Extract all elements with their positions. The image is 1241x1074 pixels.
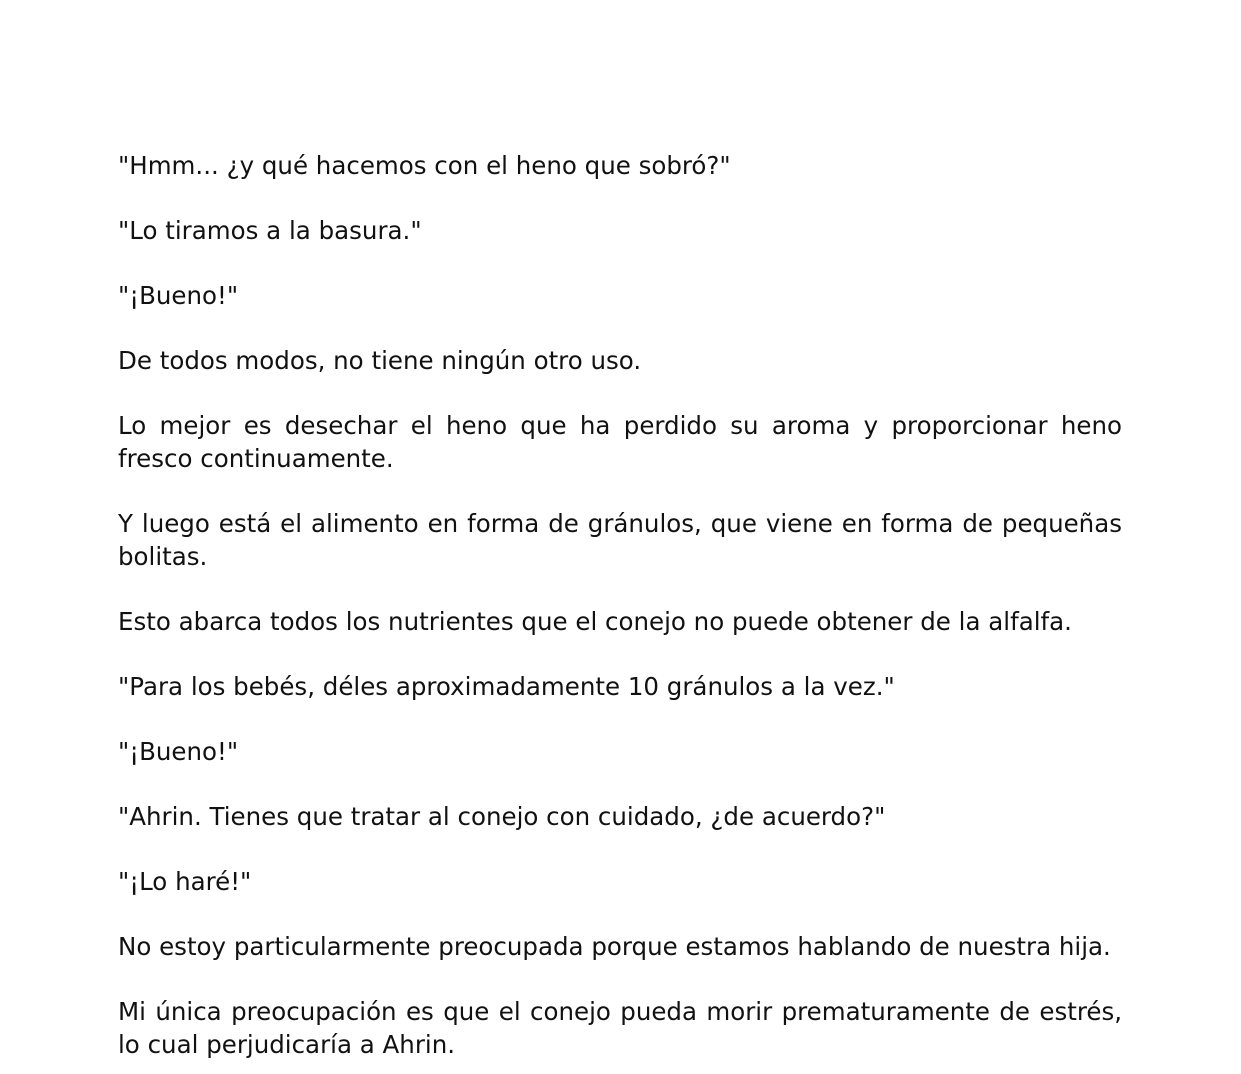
paragraph-2: "Lo tiramos a la basura." xyxy=(118,216,422,245)
paragraph-3: "¡Bueno!" xyxy=(118,281,239,310)
paragraph-9: "¡Bueno!" xyxy=(118,737,239,766)
document-page xyxy=(118,149,1122,1061)
paragraph-11: "¡Lo haré!" xyxy=(118,867,252,896)
paragraph-7: Esto abarca todos los nutrientes que el conejo no puede obtener de la alfalfa. xyxy=(118,607,1072,636)
paragraph-8: "Para los bebés, déles aproximadamente 10 gránulos a la vez." xyxy=(118,672,895,701)
paragraph-12: No estoy particularmente preocupada porque estamos hablando de nuestra hija. xyxy=(118,932,1111,961)
paragraph-10: "Ahrin. Tienes que tratar al conejo con cuidado, ¿de acuerdo?" xyxy=(118,802,886,831)
paragraph-1: "Hmm... ¿y qué hacemos con el heno que sobró?" xyxy=(118,151,731,180)
paragraph-6: Y luego está el alimento en forma de gránulos, que viene en forma de pequeñas bolitas. xyxy=(118,509,1122,571)
paragraph-13: Mi única preocupación es que el conejo pueda morir prematuramente de estrés, lo cual perjudicaría a Ahrin. xyxy=(118,997,1122,1059)
paragraph-4: De todos modos, no tiene ningún otro uso. xyxy=(118,346,642,375)
paragraph-5: Lo mejor es desechar el heno que ha perdido su aroma y proporcionar heno fresco continuamente. xyxy=(118,411,1122,473)
